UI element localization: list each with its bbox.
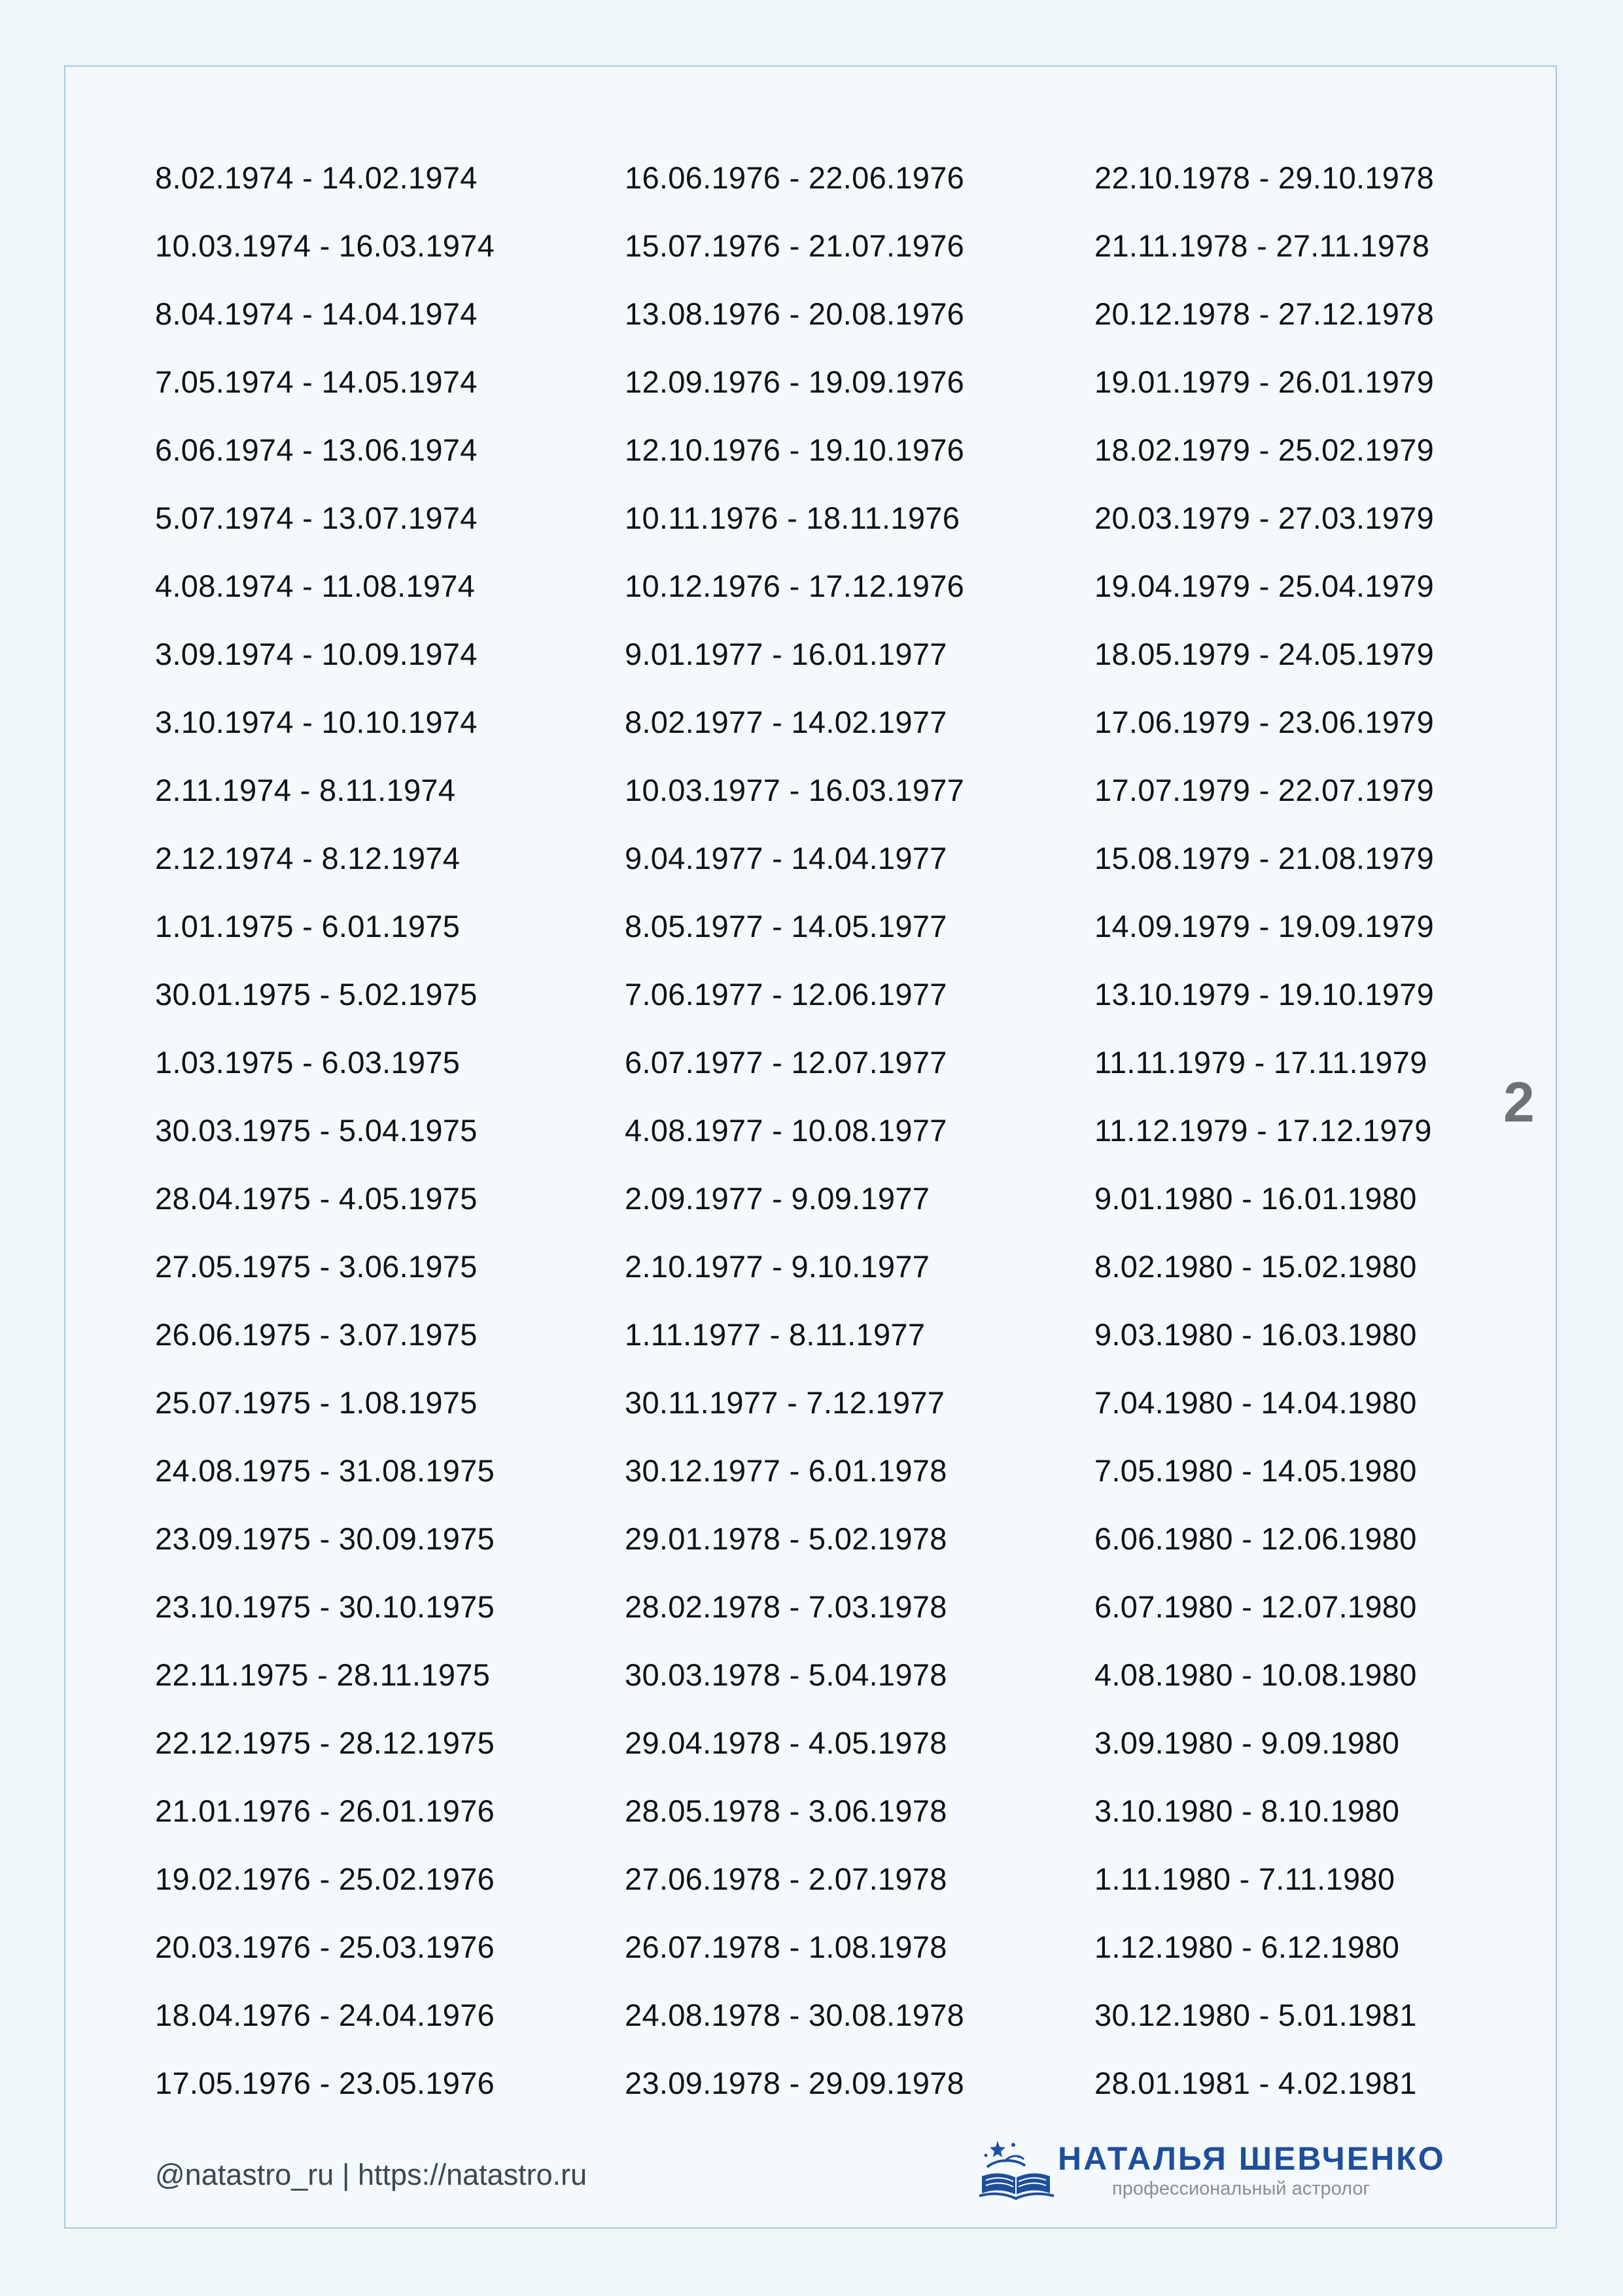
date-range-item: 5.07.1974 - 13.07.1974 bbox=[155, 501, 478, 535]
date-range-item: 20.12.1978 - 27.12.1978 bbox=[1094, 296, 1435, 331]
date-range-item: 12.09.1976 - 19.09.1976 bbox=[625, 364, 965, 399]
date-range-item: 10.03.1977 - 16.03.1977 bbox=[625, 773, 965, 807]
date-range-item: 6.06.1974 - 13.06.1974 bbox=[155, 433, 478, 467]
date-range-item: 13.08.1976 - 20.08.1976 bbox=[625, 296, 965, 331]
date-range-item: 9.04.1977 - 14.04.1977 bbox=[625, 841, 947, 875]
date-range-item: 23.09.1978 - 29.09.1978 bbox=[625, 2066, 965, 2100]
date-range-item: 28.04.1975 - 4.05.1975 bbox=[155, 1181, 478, 1216]
date-range-item: 28.05.1978 - 3.06.1978 bbox=[625, 1793, 947, 1828]
date-range-item: 26.06.1975 - 3.07.1975 bbox=[155, 1317, 478, 1352]
date-range-item: 19.02.1976 - 25.02.1976 bbox=[155, 1862, 495, 1896]
date-range-item: 19.04.1979 - 25.04.1979 bbox=[1094, 569, 1435, 603]
brand-logo bbox=[978, 2134, 1475, 2206]
date-range-item: 3.09.1980 - 9.09.1980 bbox=[1094, 1725, 1400, 1760]
date-range-item: 4.08.1977 - 10.08.1977 bbox=[625, 1113, 947, 1148]
date-range-item: 9.01.1977 - 16.01.1977 bbox=[625, 637, 947, 671]
date-range-item: 3.10.1980 - 8.10.1980 bbox=[1094, 1793, 1400, 1828]
date-range-item: 30.12.1980 - 5.01.1981 bbox=[1094, 1998, 1417, 2032]
date-range-item: 18.04.1976 - 24.04.1976 bbox=[155, 1998, 495, 2032]
date-column-1 bbox=[155, 144, 495, 2117]
date-range-item: 14.09.1979 - 19.09.1979 bbox=[1094, 909, 1435, 944]
date-column-3 bbox=[1094, 144, 1434, 2117]
footer-contacts[interactable]: @natastro_ru | https://natastro.ru bbox=[155, 2158, 587, 2191]
date-range-item: 10.12.1976 - 17.12.1976 bbox=[625, 569, 965, 603]
date-range-item: 30.12.1977 - 6.01.1978 bbox=[625, 1453, 947, 1488]
date-range-item: 8.04.1974 - 14.04.1974 bbox=[155, 296, 478, 331]
date-range-item: 9.03.1980 - 16.03.1980 bbox=[1094, 1317, 1417, 1352]
logo-subtitle: профессиональный астролог bbox=[1112, 2178, 1370, 2199]
date-range-item: 25.07.1975 - 1.08.1975 bbox=[155, 1385, 478, 1420]
date-range-item: 22.10.1978 - 29.10.1978 bbox=[1094, 160, 1435, 195]
date-range-item: 30.01.1975 - 5.02.1975 bbox=[155, 977, 478, 1012]
date-range-item: 4.08.1980 - 10.08.1980 bbox=[1094, 1657, 1417, 1692]
logo-name: НАТАЛЬЯ ШЕВЧЕНКО bbox=[1058, 2140, 1446, 2177]
date-range-item: 24.08.1975 - 31.08.1975 bbox=[155, 1453, 495, 1488]
date-range-item: 20.03.1976 - 25.03.1976 bbox=[155, 1930, 495, 1964]
date-range-item: 7.06.1977 - 12.06.1977 bbox=[625, 977, 947, 1012]
date-range-item: 11.12.1979 - 17.12.1979 bbox=[1094, 1113, 1432, 1148]
date-range-item: 15.07.1976 - 21.07.1976 bbox=[625, 228, 965, 263]
date-range-item: 1.03.1975 - 6.03.1975 bbox=[155, 1045, 461, 1080]
date-range-item: 24.08.1978 - 30.08.1978 bbox=[625, 1998, 965, 2032]
date-range-item: 7.05.1974 - 14.05.1974 bbox=[155, 364, 478, 399]
date-range-item: 30.03.1975 - 5.04.1975 bbox=[155, 1113, 478, 1148]
date-range-item: 23.10.1975 - 30.10.1975 bbox=[155, 1589, 495, 1624]
page-number: 2 bbox=[1503, 1071, 1535, 1134]
date-range-item: 2.10.1977 - 9.10.1977 bbox=[625, 1249, 930, 1284]
date-range-item: 2.12.1974 - 8.12.1974 bbox=[155, 841, 461, 875]
date-range-item: 23.09.1975 - 30.09.1975 bbox=[155, 1521, 495, 1556]
date-range-item: 6.06.1980 - 12.06.1980 bbox=[1094, 1521, 1417, 1556]
date-range-item: 8.02.1977 - 14.02.1977 bbox=[625, 705, 947, 739]
date-range-item: 28.02.1978 - 7.03.1978 bbox=[625, 1589, 947, 1624]
date-range-item: 28.01.1981 - 4.02.1981 bbox=[1094, 2066, 1417, 2100]
date-range-item: 21.01.1976 - 26.01.1976 bbox=[155, 1793, 495, 1828]
date-range-item: 11.11.1979 - 17.11.1979 bbox=[1094, 1045, 1427, 1080]
date-range-item: 7.04.1980 - 14.04.1980 bbox=[1094, 1385, 1417, 1420]
date-range-item: 29.01.1978 - 5.02.1978 bbox=[625, 1521, 947, 1556]
date-range-item: 20.03.1979 - 27.03.1979 bbox=[1094, 501, 1435, 535]
date-range-item: 7.05.1980 - 14.05.1980 bbox=[1094, 1453, 1417, 1488]
date-range-item: 1.01.1975 - 6.01.1975 bbox=[155, 909, 461, 944]
open-book-stars-icon bbox=[978, 2136, 1055, 2204]
date-range-item: 26.07.1978 - 1.08.1978 bbox=[625, 1930, 947, 1964]
date-range-item: 9.01.1980 - 16.01.1980 bbox=[1094, 1181, 1417, 1216]
date-range-item: 2.09.1977 - 9.09.1977 bbox=[625, 1181, 930, 1216]
date-range-item: 4.08.1974 - 11.08.1974 bbox=[155, 569, 476, 603]
date-range-item: 18.02.1979 - 25.02.1979 bbox=[1094, 433, 1435, 467]
date-range-item: 30.03.1978 - 5.04.1978 bbox=[625, 1657, 947, 1692]
date-range-item: 8.02.1980 - 15.02.1980 bbox=[1094, 1249, 1417, 1284]
date-range-item: 3.09.1974 - 10.09.1974 bbox=[155, 637, 478, 671]
date-range-item: 6.07.1977 - 12.07.1977 bbox=[625, 1045, 947, 1080]
date-range-item: 18.05.1979 - 24.05.1979 bbox=[1094, 637, 1435, 671]
date-range-item: 8.02.1974 - 14.02.1974 bbox=[155, 160, 478, 195]
date-range-item: 19.01.1979 - 26.01.1979 bbox=[1094, 364, 1435, 399]
date-range-item: 22.12.1975 - 28.12.1975 bbox=[155, 1725, 495, 1760]
date-range-item: 2.11.1974 - 8.11.1974 bbox=[155, 773, 456, 807]
date-range-item: 10.03.1974 - 16.03.1974 bbox=[155, 228, 495, 263]
date-column-2 bbox=[625, 144, 964, 2117]
date-range-item: 30.11.1977 - 7.12.1977 bbox=[625, 1385, 945, 1420]
date-range-item: 13.10.1979 - 19.10.1979 bbox=[1094, 977, 1435, 1012]
date-range-item: 15.08.1979 - 21.08.1979 bbox=[1094, 841, 1435, 875]
date-range-item: 1.12.1980 - 6.12.1980 bbox=[1094, 1930, 1400, 1964]
date-range-item: 22.11.1975 - 28.11.1975 bbox=[155, 1657, 491, 1692]
date-range-item: 1.11.1977 - 8.11.1977 bbox=[625, 1317, 926, 1352]
date-range-item: 3.10.1974 - 10.10.1974 bbox=[155, 705, 478, 739]
date-range-item: 27.06.1978 - 2.07.1978 bbox=[625, 1862, 947, 1896]
date-range-item: 29.04.1978 - 4.05.1978 bbox=[625, 1725, 947, 1760]
date-range-item: 16.06.1976 - 22.06.1976 bbox=[625, 160, 965, 195]
date-range-item: 17.07.1979 - 22.07.1979 bbox=[1094, 773, 1435, 807]
date-range-item: 21.11.1978 - 27.11.1978 bbox=[1094, 228, 1430, 263]
date-range-item: 27.05.1975 - 3.06.1975 bbox=[155, 1249, 478, 1284]
date-range-item: 12.10.1976 - 19.10.1976 bbox=[625, 433, 965, 467]
date-range-item: 6.07.1980 - 12.07.1980 bbox=[1094, 1589, 1417, 1624]
date-range-item: 1.11.1980 - 7.11.1980 bbox=[1094, 1862, 1395, 1896]
date-range-item: 8.05.1977 - 14.05.1977 bbox=[625, 909, 947, 944]
date-range-item: 17.06.1979 - 23.06.1979 bbox=[1094, 705, 1435, 739]
date-range-item: 17.05.1976 - 23.05.1976 bbox=[155, 2066, 495, 2100]
date-range-item: 10.11.1976 - 18.11.1976 bbox=[625, 501, 960, 535]
